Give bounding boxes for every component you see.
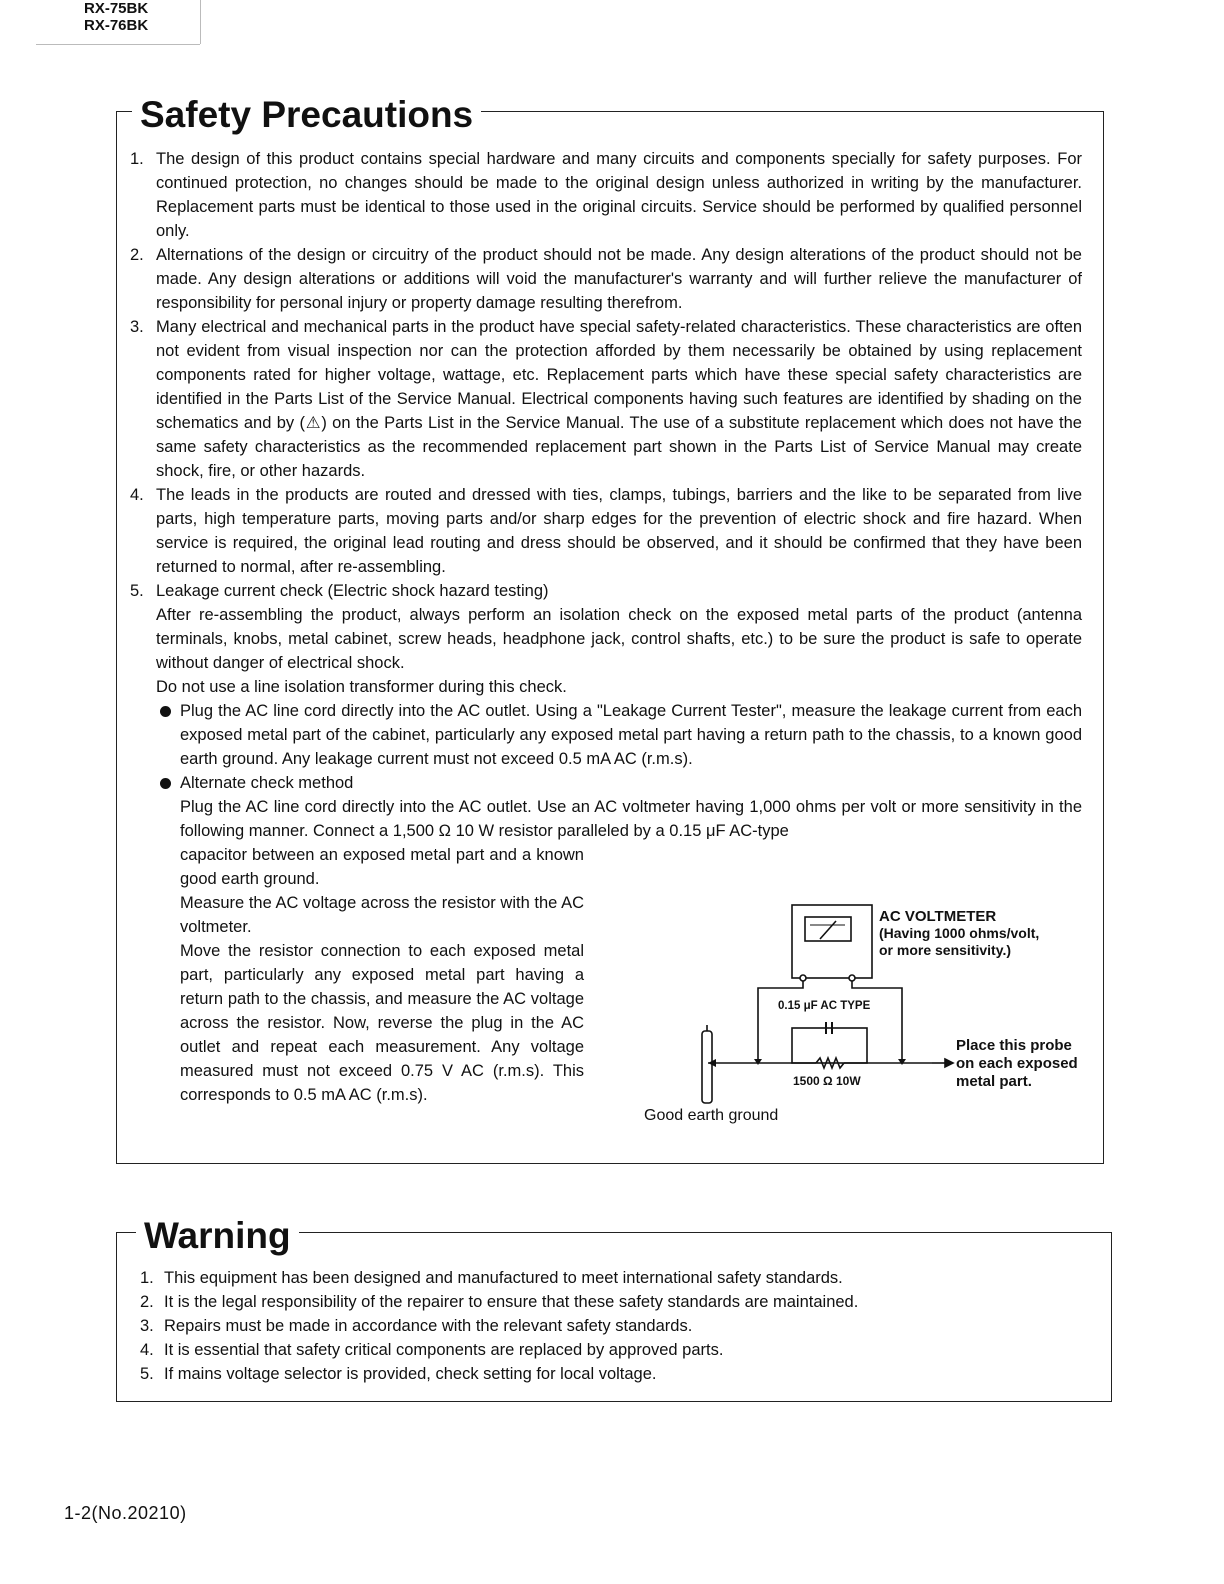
item-text: The leads in the products are routed and dressed with ties, clamps, tubings, barriers and the like to be separated from live parts, high temperature parts, moving parts and/or sharp edges for the prevention of electric shock and fire hazard. When service is required, the original lead routing and dress should be observed, and it should be confirmed that they have been returned to normal, after re-assembling. bbox=[156, 486, 1082, 576]
bullet-text-narrow-1: capacitor between an exposed metal part and a known good earth ground. bbox=[180, 846, 584, 888]
model-numbers bbox=[84, 0, 148, 34]
warning-item-3 bbox=[140, 1314, 1080, 1338]
item-number: 1. bbox=[130, 150, 144, 168]
probe-label-2: on each exposed bbox=[956, 1055, 1078, 1072]
item-number: 4. bbox=[140, 1341, 154, 1359]
leakage-bullet-1 bbox=[156, 699, 1082, 771]
bullet-title: Alternate check method bbox=[180, 774, 354, 792]
safety-item-3 bbox=[130, 315, 1082, 483]
voltmeter-sub-1: (Having 1000 ohms/volt, bbox=[879, 925, 1040, 941]
item-text: This equipment has been designed and manufactured to meet international safety standards. bbox=[164, 1269, 843, 1287]
ground-label: Good earth ground bbox=[644, 1107, 779, 1124]
probe-label-1: Place this probe bbox=[956, 1037, 1072, 1054]
voltmeter-sub-2: or more sensitivity.) bbox=[879, 942, 1012, 958]
item-text: It is essential that safety critical components are replaced by approved parts. bbox=[164, 1341, 724, 1359]
voltmeter-needle bbox=[820, 921, 836, 939]
warning-item-2 bbox=[140, 1290, 1080, 1314]
item-number: 3. bbox=[140, 1317, 154, 1335]
probe-label-3: metal part. bbox=[956, 1073, 1032, 1090]
warning-list bbox=[140, 1266, 1080, 1386]
item-number: 4. bbox=[130, 486, 144, 504]
safety-item-2 bbox=[130, 243, 1082, 315]
ground-rod bbox=[702, 1031, 712, 1103]
model-number-2: RX-76BK bbox=[84, 17, 149, 34]
voltmeter-label: AC VOLTMETER bbox=[879, 908, 997, 925]
item-text-a: Many electrical and mechanical parts in the product have special safety-related characteristics. These characteristics are often not evident from visual inspection nor can the protection afforded by them necessarily be obtained by using replacement components rated for higher voltage, wattage, etc. Replacement parts which have these special safety characteristics are identified in the Parts List of the Service Manual. Electrical components having such features are identified by shading on the schematics and by ( bbox=[156, 318, 1082, 432]
warning-item-1 bbox=[140, 1266, 1080, 1290]
bullet-dot-icon bbox=[160, 706, 171, 717]
item-number: 1. bbox=[140, 1269, 154, 1287]
model-number-1: RX-75BK bbox=[84, 0, 149, 17]
bullet-text-narrow-2: Measure the AC voltage across the resistor with the AC voltmeter. bbox=[180, 894, 584, 936]
safety-precautions-title: Safety Precautions bbox=[132, 96, 481, 133]
bullet-text-narrow-3: Move the resistor connection to each exposed metal part, particularly any exposed metal part having a return path to the chassis, and measure the AC voltage across the resistor. Now, reverse the plug in the AC outlet and repeat each measurement. Any voltage measured must not exceed 0.75 V AC (r.m.s). This corresponds to 0.5 mA AC (r.m.s). bbox=[180, 942, 584, 1104]
lead-left bbox=[758, 981, 803, 1063]
item-text: If mains voltage selector is provided, check setting for local voltage. bbox=[164, 1365, 657, 1383]
voltmeter-terminal-right bbox=[849, 975, 855, 981]
warning-title: Warning bbox=[136, 1217, 299, 1254]
bullet-text: Plug the AC line cord directly into the AC outlet. Using a "Leakage Current Tester", measure the leakage current from each exposed metal part of the cabinet, particularly any exposed metal part having a return path to the chassis, to a known good earth ground. Any leakage current must not exceed 0.5 mA AC (r.m.s). bbox=[180, 702, 1082, 768]
probe-arrow-icon bbox=[945, 1059, 953, 1067]
leakage-heading: Leakage current check (Electric shock hazard testing) bbox=[156, 582, 549, 600]
item-number: 5. bbox=[130, 582, 144, 600]
lead-right bbox=[852, 981, 902, 1063]
safety-item-4 bbox=[130, 483, 1082, 579]
bullet-text-full: Plug the AC line cord directly into the AC outlet. Use an AC voltmeter having 1,000 ohms per volt or more sensitivity in the following manner. Connect a 1,500 Ω 10 W resistor paralleled by a 0.15 μF AC-type bbox=[180, 798, 1082, 840]
item-text: The design of this product contains special hardware and many circuits and components specially for safety purposes. For continued protection, no changes should be made to the original design unless authorized in writing by the manufacturer. Replacement parts must be identical to those used in the original circuits. Service should be performed by qualified personnel only. bbox=[156, 150, 1082, 240]
item-number: 5. bbox=[140, 1365, 154, 1383]
warning-item-4 bbox=[140, 1338, 1080, 1362]
leakage-paragraph-2: Do not use a line isolation transformer during this check. bbox=[156, 678, 567, 696]
capacitor-label: 0.15 μF AC TYPE bbox=[778, 1000, 871, 1012]
page-number: 1-2(No.20210) bbox=[64, 1503, 187, 1523]
junction-left-icon bbox=[754, 1059, 762, 1065]
item-number: 2. bbox=[130, 246, 144, 264]
warning-item-5 bbox=[140, 1362, 1080, 1386]
item-text: Repairs must be made in accordance with the relevant safety standards. bbox=[164, 1317, 693, 1335]
header-vertical-divider bbox=[200, 0, 201, 44]
warning-triangle-icon: ⚠ bbox=[305, 414, 322, 432]
capacitor-branch bbox=[792, 1028, 867, 1063]
leakage-test-circuit-diagram bbox=[640, 895, 1100, 1135]
safety-item-1 bbox=[130, 147, 1082, 243]
item-number: 2. bbox=[140, 1293, 154, 1311]
item-text: Alternations of the design or circuitry of the product should not be made. Any design alterations of the product should not be made. Any design alterations or additions will void the manufacturer's warranty and will further relieve the manufacturer of responsibility for personal injury or property damage resulting therefrom. bbox=[156, 246, 1082, 312]
leakage-paragraph-1: After re-assembling the product, always perform an isolation check on the exposed metal parts of the product (antenna terminals, knobs, metal cabinet, screw heads, headphone jack, control shafts, etc.) to be sure the product is safe to operate without danger of electrical shock. bbox=[156, 606, 1082, 672]
item-text-b: ) on the Parts List in the Service Manual. The use of a substitute replacement which does not have the same safety characteristics as the recommended replacement part shown in the Parts List of Service Manual may create shock, fire, or other hazards. bbox=[156, 414, 1082, 480]
item-number: 3. bbox=[130, 318, 144, 336]
item-text: It is the legal responsibility of the repairer to ensure that these safety standards are maintained. bbox=[164, 1293, 859, 1311]
voltmeter-terminal-left bbox=[800, 975, 806, 981]
junction-right-icon bbox=[898, 1059, 906, 1065]
resistor-label: 1500 Ω 10W bbox=[793, 1074, 861, 1088]
header-divider bbox=[36, 44, 200, 45]
bullet-dot-icon bbox=[160, 778, 171, 789]
